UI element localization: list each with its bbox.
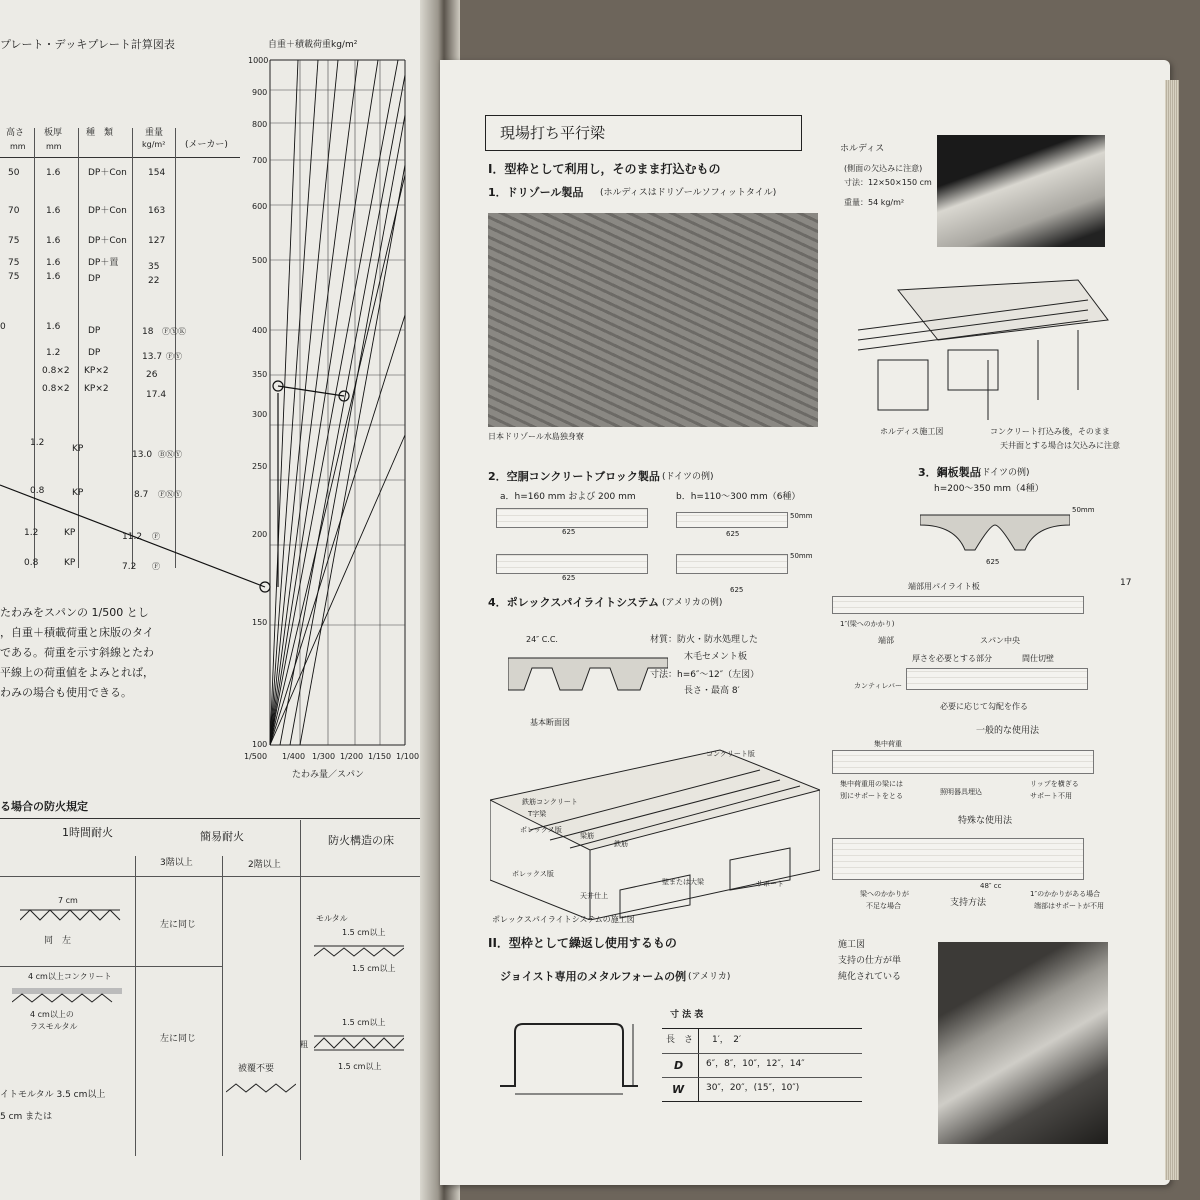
end-label: 端部 [878, 636, 894, 645]
block-section-a2 [496, 554, 648, 574]
dim-table-rule [662, 1053, 862, 1054]
porex-label: 梁筋 [580, 832, 594, 840]
y-tick: 350 [252, 370, 268, 379]
joist-title: ジョイスト専用のメタルフォームの例 [500, 970, 687, 983]
item-3: 3．鋼板製品 [918, 466, 981, 479]
left-header: プレート・デッキプレート計算図表 [0, 38, 175, 51]
fire-rule2 [0, 876, 420, 877]
partition-label: 間仕切壁 [1022, 654, 1054, 663]
y-tick: 500 [252, 256, 268, 265]
porex-label: T字梁 [528, 810, 547, 818]
holdis-size: 寸法：12×50×150 cm [844, 178, 932, 187]
fire-label: イトモルタル 3.5 cm以上 [0, 1090, 106, 1100]
page-title: 現場打ち平行梁 [500, 124, 606, 142]
fire-label: 1.5 cm以上 [342, 1018, 386, 1027]
y-tick: 300 [252, 410, 268, 419]
holdis-note: (側面の欠込みに注意) [844, 164, 923, 173]
photo-caption: 日本ドリゾール水島独身寮 [488, 432, 584, 441]
dim: 50mm [1072, 506, 1095, 514]
x-tick: 1/500 [244, 752, 268, 761]
fire-heading: る場合の防火規定 [0, 800, 88, 813]
left-page: プレート・デッキプレート計算図表 自重＋積載荷重kg/m² 高さ 板厚 種 類 重量 (メーカー) mm mm kg/m² 50 1.6 DP＋Con 154 70 1.6 DP＋Con 163 75 1.6 DP＋Con 127 75 1.6 DP＋置 35 75 1.6 DP 22 0 1.6 DP 18 ⒻⓎⓀ 1.2 DP 13.7 ⒻⓎ 0.8×2 KP×2 26 0.8×2 KP×2 17.4 1.2 KP 13.0 ⒷⓃⓎ 0.8 KP 8.7 ⒻⓃⓎ 1.2 KP 11.2 Ⓕ 0.8 KP 7.2 Ⓕ 1000 900 800 700 600 500 400 350 300 250 200 150 100 1/500 1/400 1/300 1/200 1/150 1/100 たわみ量／スパン たわみをスパンの 1/500 とし ，自重＋積載荷重と床版のタイ である。荷重を示す斜線とたわ 平線上の荷重値をよみとれば， わみの場合も使用できる。 る場合の防火規定 1時間耐火 簡易耐火 防火構造の床 3階以上 2階以上 7 cm 同 左 左に同じ モルタル 1.5 cm以上 1.5 cm以上 4 cm以上コンクリート 4 cm以上の ラスモルタル 左に同じ 1.5 cm以上 粗 1.5 cm以上 被覆不要 イトモルタル 3.5 cm以上 5 cm または [0, 0, 440, 1200]
y-tick: 400 [252, 326, 268, 335]
thick-label: 厚さを必要とする部分 [912, 654, 992, 663]
material: 寸法：h=6″～12″（左図） [650, 670, 760, 680]
y-tick: 800 [252, 120, 268, 129]
span-label: 48″ cc [980, 882, 1002, 890]
fire-label: 同 左 [44, 936, 72, 946]
block-section-a1 [496, 508, 648, 528]
fire-vline [300, 820, 301, 1160]
item-4-note: (アメリカの例) [662, 598, 723, 608]
beam-note: 梁へのかかりが [860, 890, 909, 898]
drizol-photo [488, 213, 818, 427]
chart-title: 自重＋積載荷重kg/m² [268, 40, 358, 50]
steel-arch-section [920, 505, 1070, 555]
ok-note: 1″のかかりがある場合 [1030, 890, 1101, 898]
mid-label: スパン中央 [980, 636, 1020, 645]
y-tick: 150 [252, 618, 268, 627]
dim-table: 長 さ 1′， 2′ D 6″，8″，10″，12″，14″ W 30″，20″，(15″，10″) [662, 1028, 862, 1102]
y-tick: 1000 [248, 56, 269, 65]
fire-label: 左に同じ [160, 920, 197, 930]
fire-label: モルタル [316, 914, 348, 923]
x-tick: 1/300 [312, 752, 336, 761]
special-use: 特殊な使用法 [958, 816, 1013, 826]
dim: 625 [730, 586, 744, 594]
paragraph-line: 平線上の荷重値をよみとれば， [0, 666, 154, 679]
construction-caption: 施工図 [838, 940, 866, 950]
block-section-b1 [676, 512, 788, 528]
x-tick: 1/150 [368, 752, 392, 761]
page-edges [1165, 80, 1179, 1180]
concrete-note: コンクリート打込み後，そのまま [990, 427, 1110, 436]
porex-caption: ポレックスパイライトシステムの施工図 [492, 915, 635, 924]
dim: 625 [986, 558, 1000, 566]
dim: 625 [562, 528, 576, 536]
deck-profile-icon [20, 906, 130, 930]
y-tick: 250 [252, 462, 268, 471]
porex-label: ポレックス版 [520, 826, 562, 834]
item-2b: b．h=110～300 mm（6種） [676, 492, 801, 502]
conc-note: 別にサポートをとる [840, 792, 903, 800]
concentrated-label: 集中荷重 [874, 740, 902, 748]
cantilever-label: カンティレバー [854, 682, 902, 690]
page-number: 17 [1120, 578, 1132, 588]
section-2: II．型枠として繰返し使用するもの [488, 936, 677, 950]
fire-label: 1.5 cm以上 [338, 1062, 382, 1071]
paragraph-line: たわみをスパンの 1/500 とし [0, 606, 149, 619]
col-height: 高さ [6, 128, 25, 138]
fire-label: 4 cm以上コンクリート [28, 972, 112, 981]
holdis-caption: ホルディス施工図 [880, 427, 944, 436]
fire-col: 防火構造の床 [328, 834, 394, 847]
col-maker: (メーカー) [185, 140, 228, 150]
construction-caption: 支持の仕方が単 [838, 956, 902, 966]
holdis-weight: 重量：54 kg/m² [844, 198, 905, 207]
fire-label: 4 cm以上の [30, 1010, 74, 1019]
fire-label: 粗 [300, 1040, 308, 1049]
y-tick: 600 [252, 202, 268, 211]
holdis-photo [937, 135, 1105, 247]
fire-label: 1.5 cm以上 [352, 964, 396, 973]
item-2a: a．h=160 mm および 200 mm [500, 492, 636, 502]
cantilever-section [906, 668, 1088, 690]
y-tick: 900 [252, 88, 268, 97]
fire-rule3 [0, 966, 222, 967]
porex-basic-section [508, 650, 668, 698]
y-tick: 200 [252, 530, 268, 539]
fire-label: 7 cm [58, 896, 78, 905]
mortar-deck-icon [314, 940, 404, 962]
fire-vline [222, 856, 223, 1156]
rough-deck-icon [314, 1030, 404, 1054]
paragraph-line: である。荷重を示す斜線とたわ [0, 646, 154, 659]
material: 長さ・最高 8′ [684, 686, 740, 696]
dim: 625 [562, 574, 576, 582]
holdis-label: ホルディス [840, 144, 885, 154]
rib-note: サポート不用 [1030, 792, 1072, 800]
fire-vline [135, 856, 136, 1156]
fire-label: 5 cm または [0, 1112, 53, 1122]
ok-note: 端部はサポートが不用 [1034, 902, 1104, 910]
joist-note: (アメリカ) [688, 972, 731, 982]
item-2-note: (ドイツの例) [662, 472, 714, 482]
fire-col: 簡易耐火 [200, 830, 244, 843]
fire-subcol: 3階以上 [160, 858, 193, 868]
edge-label: 端部用パイライト板 [908, 582, 980, 591]
fire-label: 左に同じ [160, 1034, 197, 1044]
section-1: I．型枠として利用し，そのまま打込むもの [488, 162, 721, 176]
block-section-b2 [676, 554, 788, 574]
dim-table-title: 寸 法 表 [670, 1010, 704, 1020]
right-page [440, 60, 1170, 1185]
fire-label: 1.5 cm以上 [342, 928, 386, 937]
item-2: 2．空胴コンクリートブロック製品 [488, 470, 660, 483]
item-3-note: (ドイツの例) [978, 468, 1030, 478]
porex-label: 天井仕上 [580, 892, 608, 900]
material: 木毛セメント板 [684, 652, 748, 662]
dim: 50mm [790, 552, 813, 560]
porex-label: 鉄筋コンクリート [522, 798, 578, 806]
conc-note: 集中荷重用の梁には [840, 780, 903, 788]
support-section [832, 838, 1084, 880]
beam-note: 不足な場合 [866, 902, 901, 910]
support-method: 支持方法 [950, 898, 987, 908]
support-note: 1″(梁へのかかり) [840, 620, 895, 628]
dim: 50mm [790, 512, 813, 520]
x-tick: 1/200 [340, 752, 364, 761]
rib-note: リップを横ぎる [1030, 780, 1079, 788]
unit-height: mm [10, 142, 26, 151]
porex-label: ボレックス版 [512, 870, 554, 878]
dim: 625 [726, 530, 740, 538]
col-weight: 重量 [145, 128, 164, 138]
holdis-construction-drawing [838, 260, 1118, 420]
col-type: 種 類 [86, 128, 114, 138]
paragraph-line: ，自重＋積載荷重と床版のタイ [0, 626, 154, 639]
porex-label: 鉄筋 [614, 840, 628, 848]
x-axis-label: たわみ量／スパン [292, 770, 365, 780]
edge-section [832, 596, 1084, 614]
fire-label: 被覆不要 [238, 1064, 275, 1074]
item-3-h: h=200～350 mm（4種） [934, 484, 1044, 494]
basic-section-caption: 基本断面図 [530, 718, 570, 727]
item-1-note: (ホルディスはドリゾールソフィットタイル) [600, 188, 777, 198]
item-4: 4．ポレックスパイライトシステム [488, 596, 660, 609]
item-1: 1．ドリゾール製品 [488, 186, 584, 199]
general-use: 一般的な使用法 [976, 726, 1040, 736]
y-tick: 100 [252, 740, 268, 749]
lighting-label: 照明器具埋込 [940, 788, 982, 796]
plain-deck-icon [226, 1080, 296, 1096]
unit-thickness: mm [46, 142, 62, 151]
porex-label: サポート [756, 880, 784, 888]
fire-col: 1時間耐火 [62, 826, 113, 839]
spacing-label: 24″ C.C. [526, 635, 558, 644]
col-thickness: 板厚 [44, 128, 63, 138]
metal-form-profile [495, 1020, 645, 1100]
dim-table-rule [662, 1077, 862, 1078]
concrete-note: 天井面とする場合は欠込みに注意 [1000, 441, 1120, 450]
porex-label: コンクリート版 [706, 750, 755, 758]
y-tick: 700 [252, 156, 268, 165]
paragraph-line: わみの場合も使用できる。 [0, 686, 132, 699]
x-tick: 1/400 [282, 752, 306, 761]
slope-label: 必要に応じて勾配を作る [940, 702, 1028, 711]
construction-caption: 純化されている [838, 972, 902, 982]
porex-label: 壁または大梁 [662, 878, 704, 886]
title-box [485, 115, 802, 151]
concrete-deck-icon [12, 986, 122, 1008]
construction-photo [938, 942, 1108, 1144]
unit-weight: kg/m² [142, 140, 166, 149]
dim-table-divider [698, 1029, 699, 1101]
fire-label: ラスモルタル [30, 1022, 78, 1031]
fire-subcol: 2階以上 [248, 860, 281, 870]
general-use-section [832, 750, 1094, 774]
fire-rule [0, 818, 420, 819]
material: 材質：防火・防水処理した [650, 635, 759, 645]
x-tick: 1/100 [396, 752, 420, 761]
